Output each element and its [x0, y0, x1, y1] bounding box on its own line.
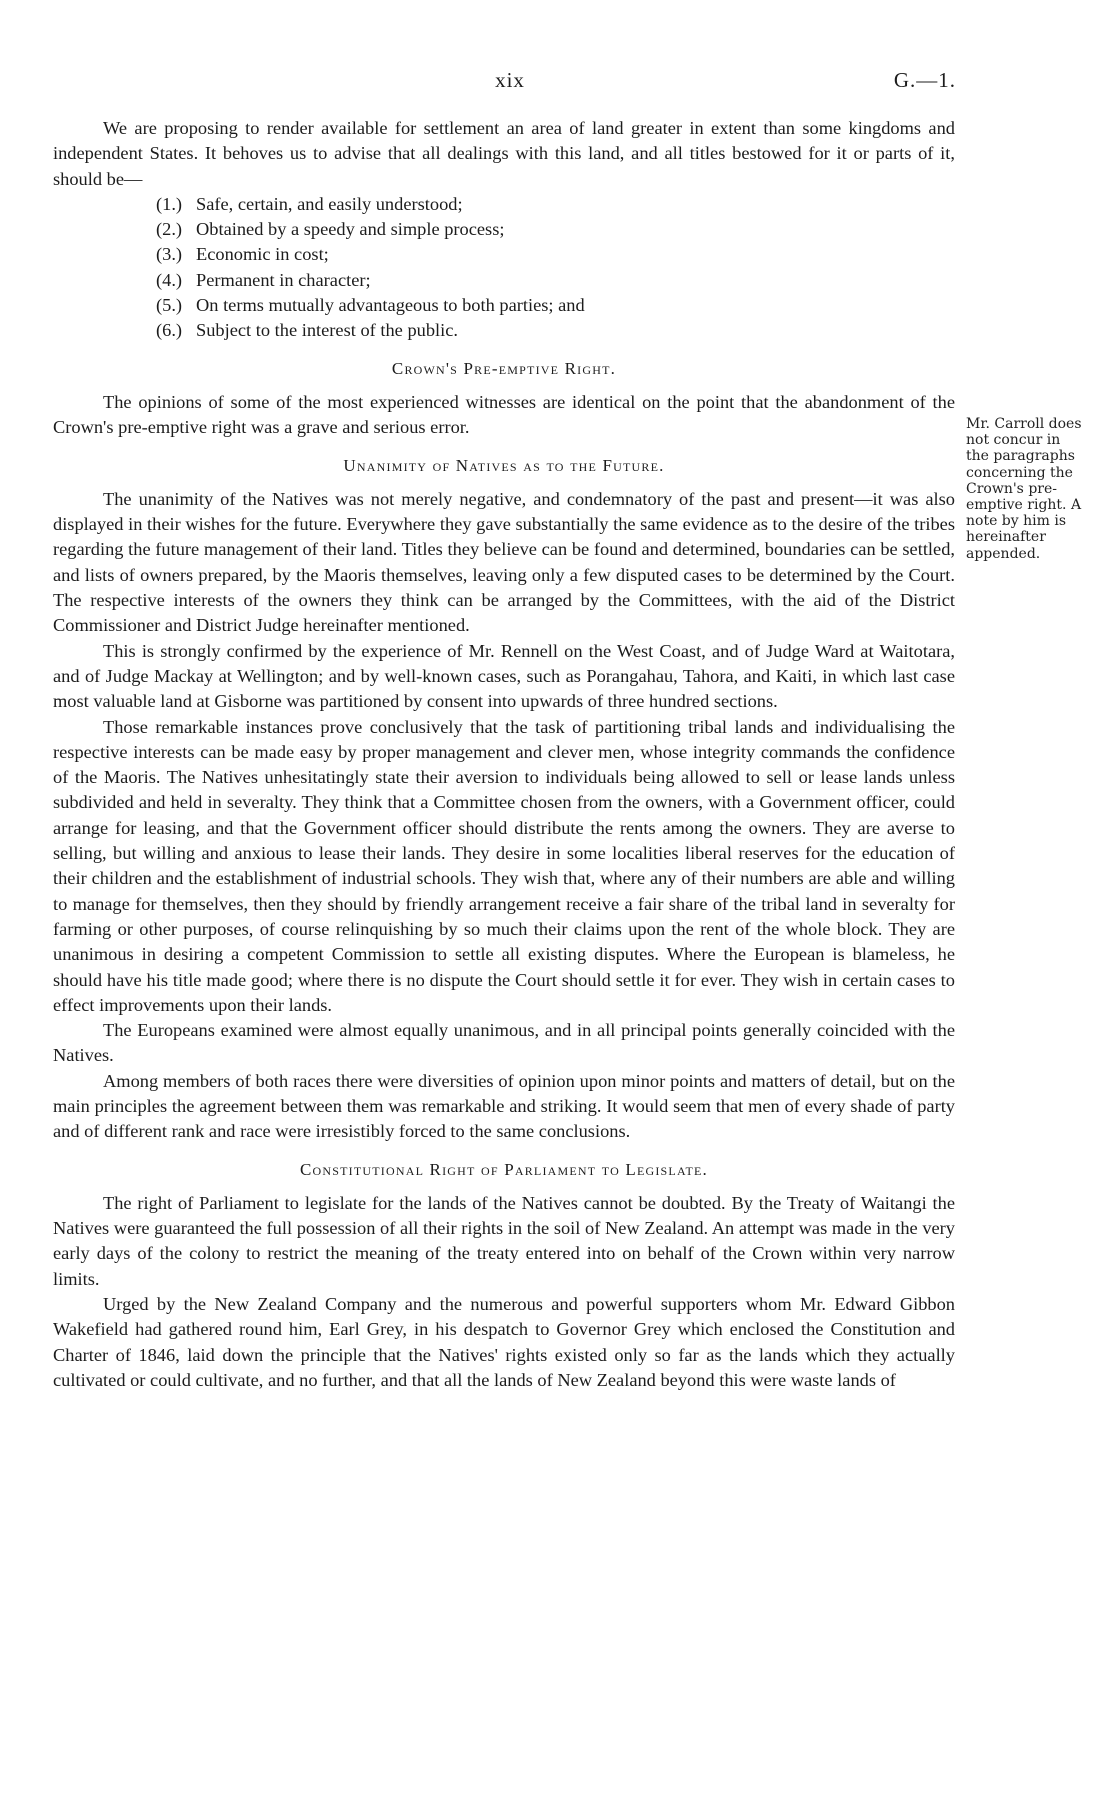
list-number: (6.): [156, 320, 183, 341]
document-code: G.—1.: [893, 68, 956, 92]
list-item: [156, 242, 955, 267]
margin-note: Mr. Carroll does not concur in the paragraphs concerning the Crown's pre-emptive right. A note by him is hereinafter appended.: [966, 416, 1082, 562]
intro-paragraph: We are proposing to render available for settlement an area of land greater in extent than some kingdoms and independent States. It behoves us to advise that all dealings with this land, and all titles bestowed for it or parts of it, should be—: [53, 118, 955, 189]
list-number: (2.): [156, 219, 183, 240]
requirements-list: [53, 192, 955, 344]
paragraph: Among members of both races there were diversities of opinion upon minor points and matters of detail, but on the main principles the agreement between them was remarkable and striking. It would seem that men of every shade of party and of different rank and race were irresistibly forced to the same conclusions.: [53, 1070, 955, 1142]
page-number: xix: [495, 68, 525, 92]
paragraph: This is strongly confirmed by the experience of Mr. Rennell on the West Coast, and of Judge Ward at Waitotara, and of Judge Mackay at Wellington; and by well-known cases, such as Porangahau, Tahora, and Kaiti, in which last case most valuable land at Gisborne was partitioned by consent into upwards of three hundred sections.: [53, 640, 955, 712]
list-text: Obtained by a speedy and simple process;: [196, 219, 505, 240]
list-number: (3.): [156, 244, 183, 265]
paragraph: The Europeans examined were almost equally unanimous, and in all principal points generally coincided with the Natives.: [53, 1020, 955, 1066]
list-text: Safe, certain, and easily understood;: [196, 193, 463, 214]
list-number: (1.): [156, 193, 183, 214]
list-item: [156, 192, 955, 217]
paragraph: Those remarkable instances prove conclusively that the task of partitioning tribal lands and individualising the respective interests can be made easy by proper management and clever men, whose integrity commands the confidence of the Maoris. The Natives unhesitatingly state their aversion to individuals being allowed to sell or lease lands unless subdivided and held in severalty. They think that a Committee chosen from the owners, with a Government officer, could arrange for leasing, and that the Government officer should distribute the rents among the owners. They are averse to selling, but willing and anxious to lease their lands. They desire in some localities liberal reserves for the education of their children and the establishment of industrial schools. They wish that, where any of their numbers are able and willing to manage for themselves, then they should by friendly arrangement receive a fair share of the tribal land in severalty for farming or other purposes, of course relinquishing by so much their claims upon the rent of the whole block. They are unanimous in desiring a competent Commission to settle all existing disputes. Where the European is blameless, he should have his title made good; where there is no dispute the Court should settle it for ever. They wish in certain cases to effect improvements upon their lands.: [53, 716, 955, 1015]
list-item: [156, 217, 955, 242]
list-item: [156, 293, 955, 318]
paragraph: The unanimity of the Natives was not merely negative, and condemnatory of the past and present—it was also displayed in their wishes for the future. Everywhere they gave substantially the same evidence as to the desire of the tribes regarding the future management of their land. Titles they believe can be found and determined, boundaries can be settled, and lists of owners prepared, by the Maoris themselves, leaving only a few disputed cases to be determined by the Court. The respective interests of the owners they think can be arranged by the Committees, with the aid of the District Commissioner and District Judge hereinafter mentioned.: [53, 488, 955, 636]
paragraph: The opinions of some of the most experienced witnesses are identical on the point that the abandonment of the Crown's pre-emptive right was a grave and serious error.: [53, 391, 955, 438]
list-item: [156, 318, 955, 343]
main-text: [53, 116, 955, 1393]
section-heading-unanimity: Unanimity of Natives as to the Future.: [343, 455, 665, 475]
paragraph: Urged by the New Zealand Company and the numerous and powerful supporters whom Mr. Edward Gibbon Wakefield had gathered round him, Earl Grey, in his despatch to Governor Grey which enclosed the Constitution and Charter of 1846, laid down the principle that the Natives' rights existed only so far as the lands which they actually cultivated or could cultivate, and no further, and that all the lands of New Zealand beyond this were waste lands of: [53, 1294, 955, 1390]
list-text: On terms mutually advantageous to both parties; and: [196, 295, 585, 316]
section-heading-crowns-right: Crown's Pre-emptive Right.: [391, 358, 617, 378]
list-number: (5.): [156, 295, 183, 316]
paragraph: The right of Parliament to legislate for the lands of the Natives cannot be doubted. By the Treaty of Waitangi the Natives were guaranteed the full possession of all their rights in the soil of New Zealand. An attempt was made in the very early days of the colony to restrict the meaning of the treaty entered into on behalf of the Crown within very narrow limits.: [53, 1192, 955, 1289]
list-number: (4.): [156, 269, 183, 290]
list-text: Subject to the interest of the public.: [196, 320, 459, 341]
section-heading-constitutional-right: Constitutional Right of Parliament to Legislate.: [299, 1159, 709, 1179]
list-text: Economic in cost;: [196, 244, 329, 265]
list-item: [156, 268, 955, 293]
list-text: Permanent in character;: [196, 269, 371, 290]
